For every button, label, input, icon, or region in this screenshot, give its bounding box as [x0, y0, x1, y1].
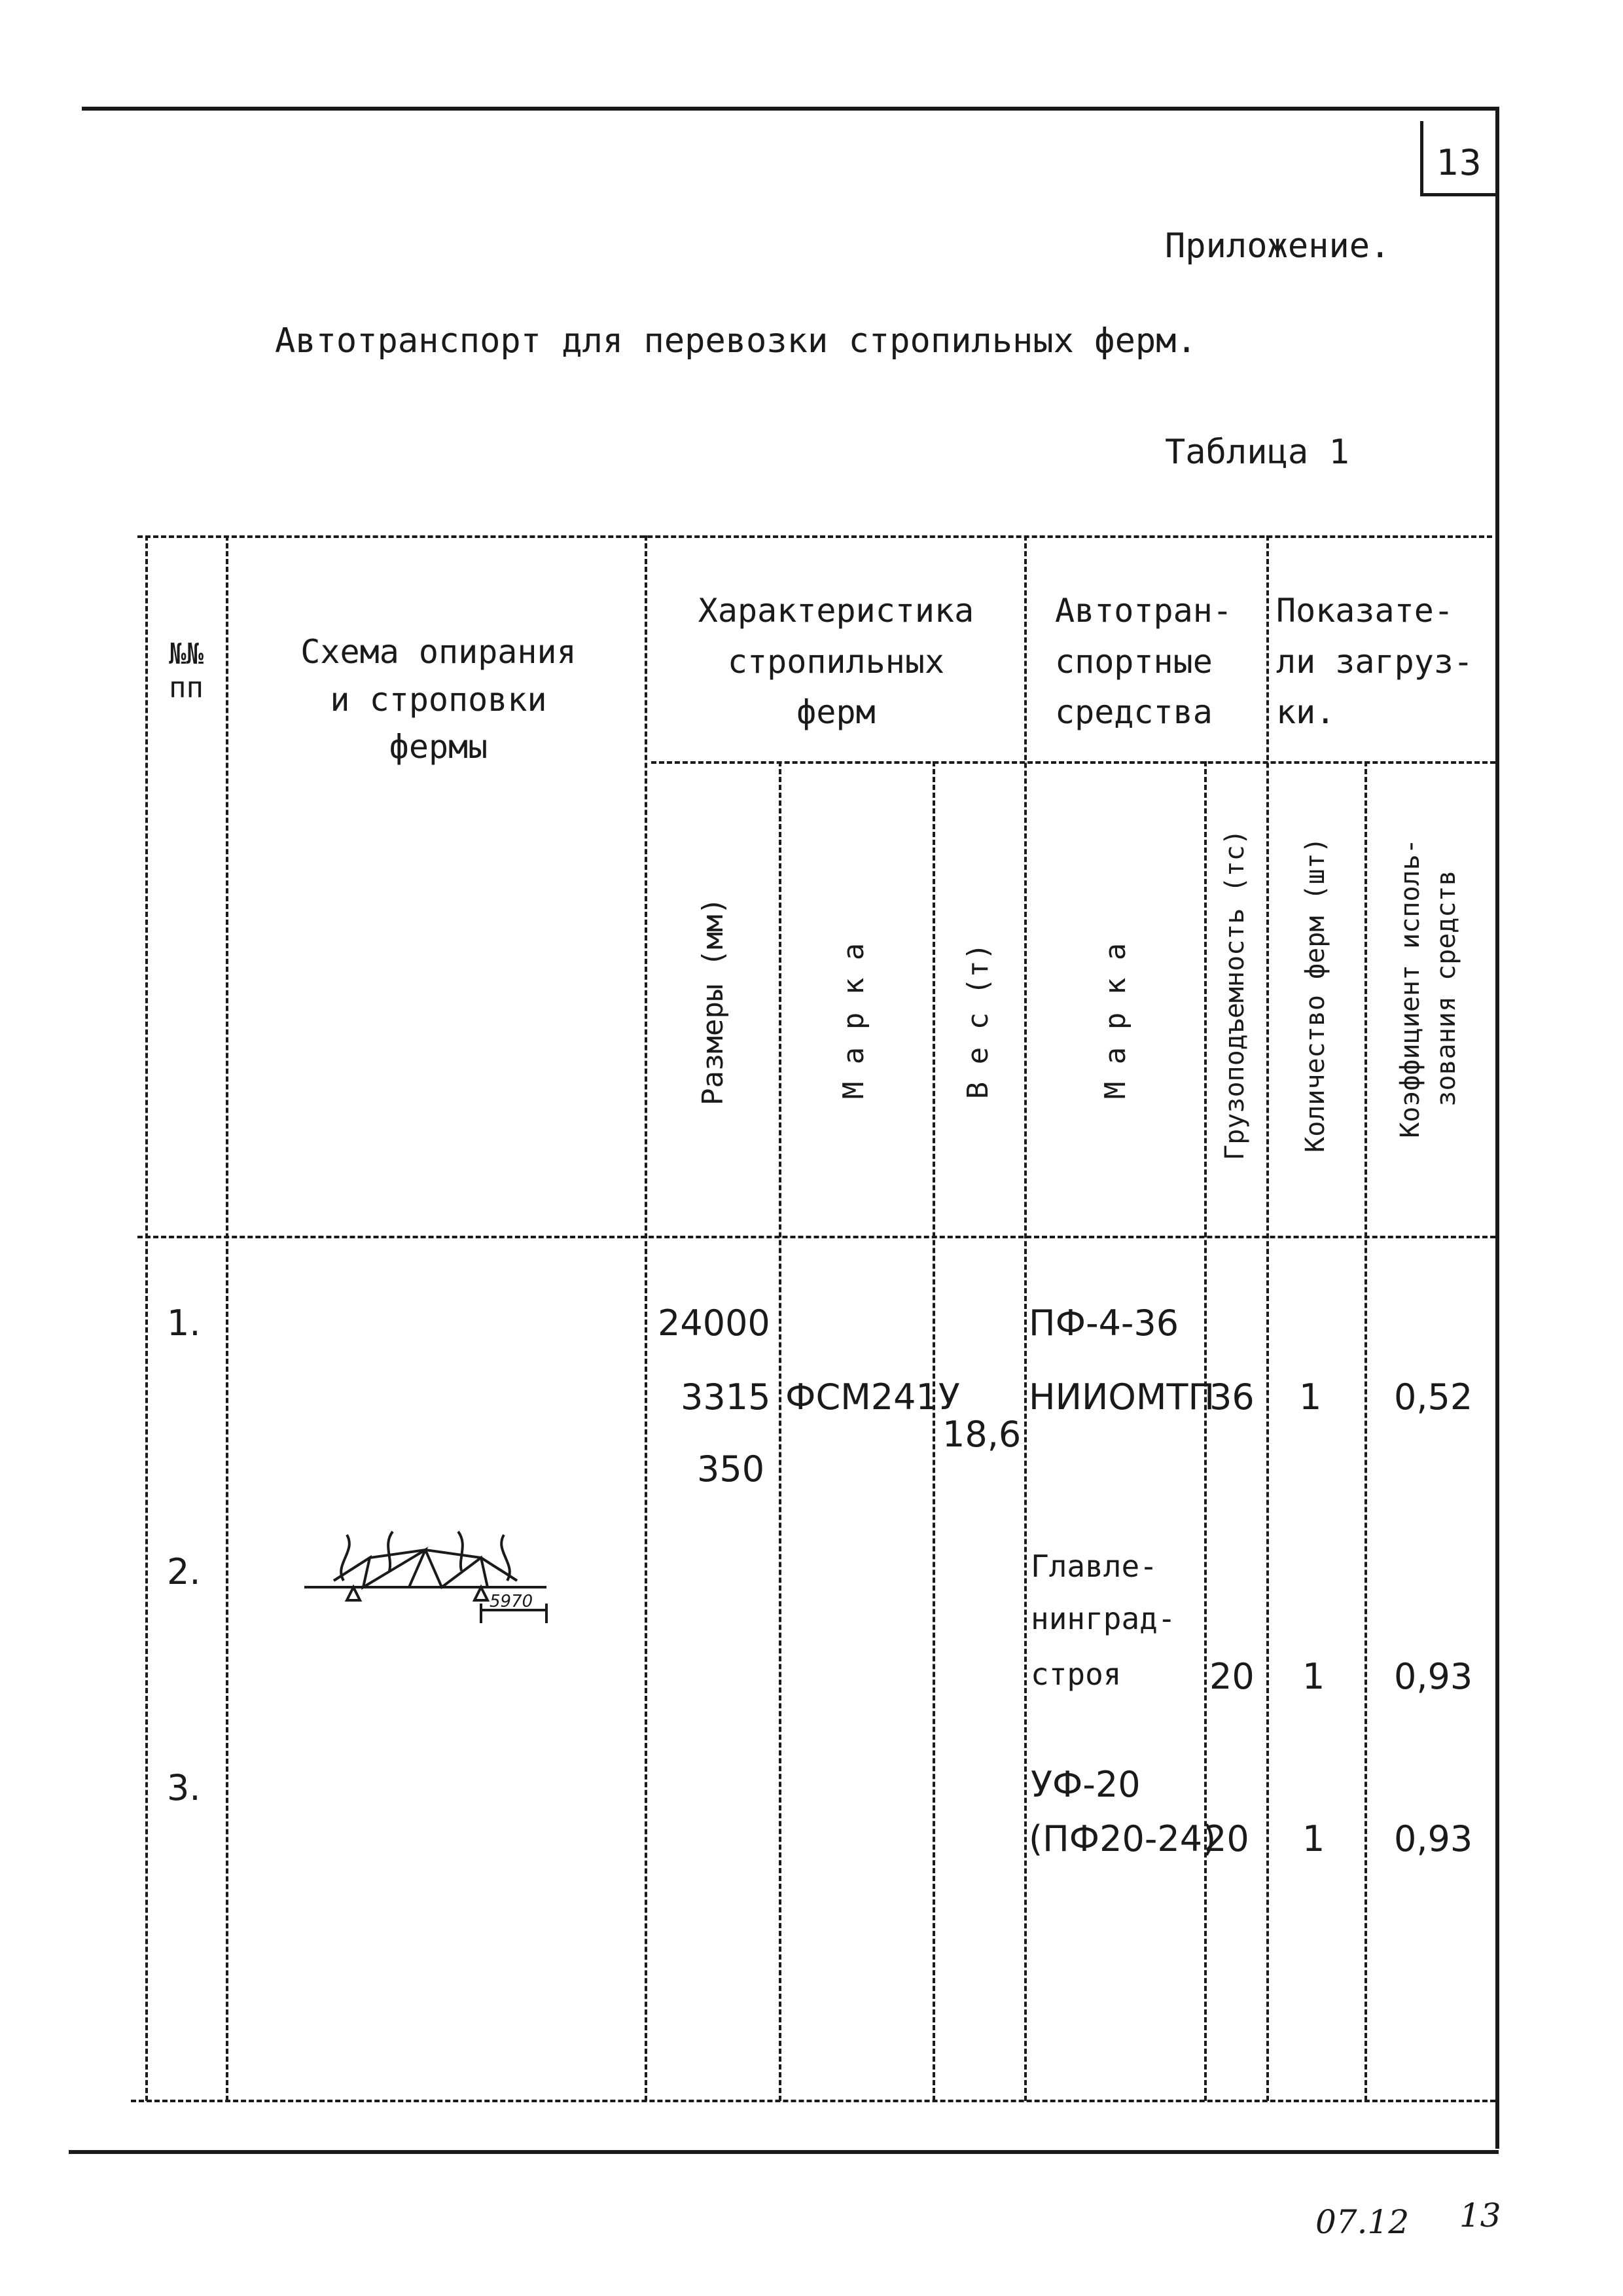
truss-sketch — [294, 1518, 576, 1649]
col-line-coef — [1364, 761, 1367, 2101]
document-title: Автотранспорт для перевозки стропильных ферм. — [275, 321, 1197, 361]
col-line-left — [145, 535, 148, 2101]
header-size: Размеры (мм) — [696, 897, 730, 1105]
row1-size-height: 3315 — [681, 1376, 771, 1418]
row3-transport-mark-line1: УФ-20 — [1031, 1764, 1141, 1805]
row2-num: 2. — [167, 1551, 201, 1592]
row1-weight: 18,6 — [942, 1414, 1022, 1455]
support-right — [474, 1587, 488, 1600]
footer-code: 07.12 — [1315, 2203, 1410, 2241]
row3-transport-mark-line2: (ПФ20-24) — [1029, 1818, 1217, 1859]
truss-top-chord — [334, 1550, 517, 1581]
header-bottom-border — [137, 1236, 1495, 1238]
row3-count: 1 — [1302, 1818, 1325, 1859]
header-coef-line2: зования средств — [1431, 870, 1461, 1107]
row3-capacity: 20 — [1204, 1818, 1249, 1859]
table-label: Таблица 1 — [1165, 433, 1349, 472]
row2-transport-mark-line1: Главле- — [1031, 1549, 1158, 1584]
header-load-group: Показате- ли загруз- ки. — [1276, 592, 1474, 731]
col-line-scheme — [226, 535, 228, 2101]
col-line-capacity — [1204, 761, 1207, 2101]
row2-coef: 0,93 — [1394, 1656, 1473, 1697]
table-bottom-border — [131, 2100, 1495, 2102]
row2-transport-mark-line2: нинград- — [1031, 1601, 1176, 1636]
row1-size-width: 350 — [697, 1448, 765, 1490]
header-coef-line1: Коэффициент исполь- — [1395, 838, 1425, 1138]
col-line-transport — [1024, 535, 1027, 2101]
sketch-dimension: 5970 — [490, 1592, 533, 1611]
header-truss-group: Характеристика стропильных ферм — [698, 592, 974, 731]
top-rule — [82, 107, 1495, 111]
row1-size-length: 24000 — [658, 1302, 770, 1344]
sling-mid-left — [388, 1532, 393, 1571]
row2-capacity: 20 — [1209, 1656, 1255, 1697]
footer-page: 13 — [1459, 2197, 1501, 2234]
appendix-label: Приложение. — [1165, 226, 1391, 266]
col-line-truss-mark — [779, 761, 781, 2101]
header-transport-group: Автотран- спортные средства — [1055, 592, 1232, 731]
sling-mid-right — [458, 1532, 463, 1571]
col-line-load — [1266, 535, 1269, 2101]
header-scheme: Схема опирания и строповки фермы — [300, 633, 577, 766]
header-weight: В е с (т) — [961, 942, 995, 1100]
row3-num: 3. — [167, 1767, 201, 1808]
truss-web — [334, 1550, 517, 1587]
subheader-divider — [651, 761, 1495, 764]
header-num: №№ пп — [169, 637, 204, 704]
header-truss-mark: М а р к а — [837, 942, 870, 1100]
header-transport-mark: М а р к а — [1099, 942, 1132, 1100]
row2-count: 1 — [1302, 1656, 1325, 1697]
row1-truss-mark: ФСМ241У — [785, 1376, 960, 1418]
row1-coef: 0,52 — [1394, 1376, 1473, 1418]
table-top-border — [137, 535, 1492, 538]
right-rule — [1495, 107, 1499, 2149]
col-line-weight — [933, 761, 935, 2101]
row3-coef: 0,93 — [1394, 1818, 1473, 1859]
header-capacity: Грузоподъемность (тс) — [1220, 829, 1250, 1160]
bottom-rule — [69, 2150, 1499, 2154]
row1-transport-mark-line2: НИИОМТП — [1029, 1376, 1215, 1418]
row2-transport-mark-line3: строя — [1031, 1657, 1122, 1692]
header-count: Количество ферм (шт) — [1300, 837, 1330, 1153]
col-line-truss — [645, 535, 647, 2101]
row1-num: 1. — [167, 1302, 201, 1344]
row1-capacity: 36 — [1209, 1376, 1255, 1418]
row1-transport-mark-line1: ПФ-4-36 — [1029, 1302, 1179, 1344]
support-left — [347, 1587, 360, 1600]
row1-count: 1 — [1299, 1376, 1322, 1418]
page-number: 13 — [1436, 142, 1482, 183]
